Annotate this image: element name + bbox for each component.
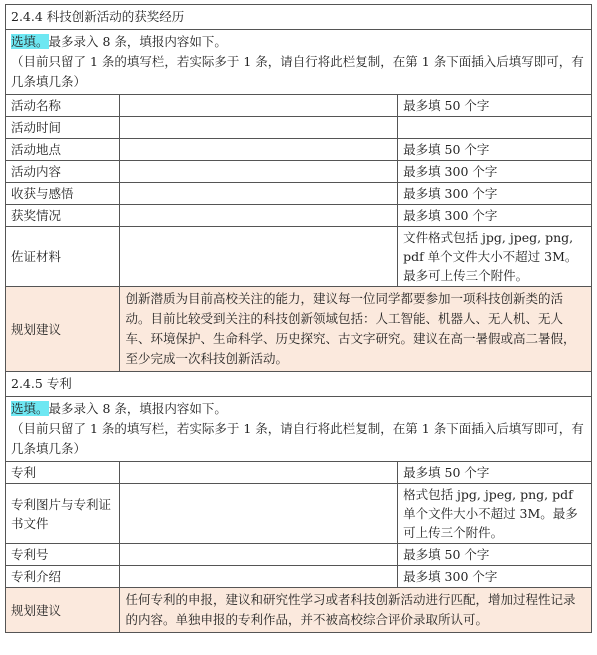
field-row: [6, 566, 592, 588]
field-row: [6, 183, 592, 205]
advice-row: [6, 588, 592, 633]
field-label: 活动内容: [6, 161, 120, 183]
field-input[interactable]: [120, 484, 398, 544]
instruction-cell: [6, 30, 592, 95]
field-hint: 最多填 300 个字: [398, 183, 592, 205]
field-hint: 最多填 300 个字: [398, 205, 592, 227]
instruction-note: （目前只留了 1 条的填写栏，若实际多于 1 条，请自行将此栏复制，在第 1 条下面插入后填写即可，有几条填几条）: [11, 54, 584, 89]
field-row: [6, 161, 592, 183]
field-label: 活动地点: [6, 139, 120, 161]
field-label: 活动名称: [6, 95, 120, 117]
field-row: [6, 139, 592, 161]
advice-label: 规划建议: [6, 588, 120, 633]
field-label: 专利图片与专利证书文件: [6, 484, 120, 544]
field-row: [6, 484, 592, 544]
field-row: [6, 95, 592, 117]
instruction-note: （目前只留了 1 条的填写栏，若实际多于 1 条，请自行将此栏复制，在第 1 条下面插入后填写即可，有几条填几条）: [11, 421, 584, 456]
field-hint: 格式包括 jpg, jpeg, png, pdf 单个文件大小不超过 3M。最多可上传三个附件。: [398, 484, 592, 544]
field-row: [6, 117, 592, 139]
field-label: 获奖情况: [6, 205, 120, 227]
field-row: [6, 462, 592, 484]
section-title-row: [6, 5, 592, 30]
section-title: 2.4.4 科技创新活动的获奖经历: [6, 5, 592, 30]
field-input[interactable]: [120, 227, 398, 287]
field-input[interactable]: [120, 183, 398, 205]
field-hint: 最多填 300 个字: [398, 566, 592, 588]
field-label: 收获与感悟: [6, 183, 120, 205]
field-label: 专利介绍: [6, 566, 120, 588]
form-table: [5, 4, 592, 633]
field-input[interactable]: [120, 161, 398, 183]
field-input[interactable]: [120, 544, 398, 566]
advice-text: 创新潜质为目前高校关注的能力，建议每一位同学都要参加一项科技创新类的活动。目前比较受到关注的科技创新领域包括：人工智能、机器人、无人机、无人车、环境保护、生命科学、历史探究、古文字研究。建议在高一暑假或高二暑假，至少完成一次科技创新活动。: [120, 287, 592, 372]
field-label: 佐证材料: [6, 227, 120, 287]
section-title-row: [6, 372, 592, 397]
optional-tag: 选填。: [11, 34, 49, 49]
optional-tag: 选填。: [11, 401, 49, 416]
field-input[interactable]: [120, 205, 398, 227]
section-title: 2.4.5 专利: [6, 372, 592, 397]
field-input[interactable]: [120, 117, 398, 139]
field-label: 专利号: [6, 544, 120, 566]
field-row: [6, 227, 592, 287]
field-hint: 文件格式包括 jpg, jpeg, png, pdf 单个文件大小不超过 3M。最多可上传三个附件。: [398, 227, 592, 287]
field-hint: 最多填 50 个字: [398, 95, 592, 117]
document-page: [5, 4, 592, 633]
advice-text: 任何专利的申报，建议和研究性学习或者科技创新活动进行匹配，增加过程性记录的内容。单独申报的专利作品，并不被高校综合评价录取所认可。: [120, 588, 592, 633]
instruction-row: [6, 397, 592, 462]
field-hint: 最多填 50 个字: [398, 139, 592, 161]
field-row: [6, 205, 592, 227]
option-text: 最多录入 8 条，填报内容如下。: [48, 34, 227, 49]
field-input[interactable]: [120, 95, 398, 117]
field-hint: [398, 117, 592, 139]
option-text: 最多录入 8 条，填报内容如下。: [48, 401, 227, 416]
field-input[interactable]: [120, 462, 398, 484]
field-label: 专利: [6, 462, 120, 484]
field-row: [6, 544, 592, 566]
field-hint: 最多填 50 个字: [398, 462, 592, 484]
field-label: 活动时间: [6, 117, 120, 139]
instruction-cell: [6, 397, 592, 462]
instruction-row: [6, 30, 592, 95]
advice-label: 规划建议: [6, 287, 120, 372]
field-hint: 最多填 50 个字: [398, 544, 592, 566]
advice-row: [6, 287, 592, 372]
field-hint: 最多填 300 个字: [398, 161, 592, 183]
field-input[interactable]: [120, 566, 398, 588]
field-input[interactable]: [120, 139, 398, 161]
